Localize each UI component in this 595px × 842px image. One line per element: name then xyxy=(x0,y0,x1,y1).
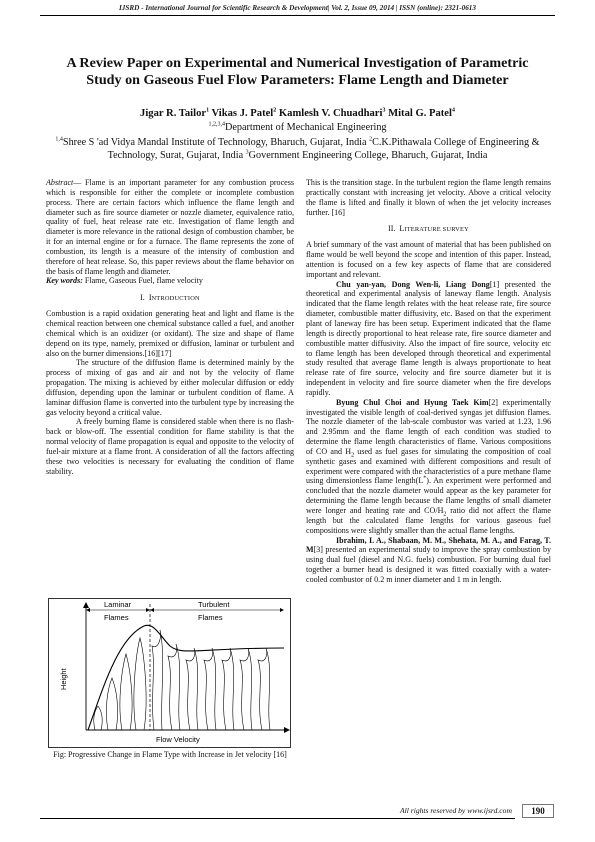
ref2-text: ). An experiment were performed and concluded that the nozzle diameter would appear as the key parameter for determining the flame length because the flame lengths of small diameter were longer and heating rate and CO/H xyxy=(306,476,551,515)
laminar-arrowhead xyxy=(146,608,150,612)
dept-sup: 1,2,3,4 xyxy=(208,121,225,128)
intro-paragraph-1: Combustion is a rapid oxidation generating heat and light and flame is the chemical reaction between one chemical substance called a fuel, and another chemical which is an oxidizer (or oxidant). The size and shape of flame depend on its type, namely, premixed or diffusion, laminar or turbulent and also on the burner dimensions.[16][17] xyxy=(46,309,294,358)
turbulent-arrowhead xyxy=(150,608,154,612)
flame-shape xyxy=(106,678,117,730)
department-text: Department of Mechanical Engineering xyxy=(224,122,387,133)
author-sup: 3 xyxy=(382,107,386,114)
author-name: Kamlesh V. Chuadhari xyxy=(278,108,383,119)
flame-shape xyxy=(120,654,132,730)
superscript: * xyxy=(423,475,427,482)
flame-diagram xyxy=(48,598,291,748)
affiliation-1: Shree S 'ad Vidya Mandal Institute of Technology, Bharuch, Gujarat, India xyxy=(62,137,367,148)
y-axis-arrow xyxy=(83,602,89,608)
keywords xyxy=(46,276,294,286)
subscript: 2 xyxy=(443,511,447,518)
intro-paragraph-2: The structure of the diffusion flame is determined mainly by the process of mixing of gas and air and not by the velocity of flame propagation. The mixing is achieved by either molecular diffusion or eddy diffusion, depending upon the laminar or turbulent condition of flame. A laminar diffusion flame is converted into the turbulent type by increasing the gas velocity beyond a critical value. xyxy=(46,358,294,417)
height-axis-label: Height xyxy=(59,668,68,690)
author-sup: 2 xyxy=(273,107,277,114)
author-sup: 4 xyxy=(451,107,455,114)
laminar-arrowhead xyxy=(86,608,90,612)
flame-shape xyxy=(240,648,252,730)
footer-rights: All rights reserved by www.ijsrd.com xyxy=(400,806,512,815)
affiliation-2: C.K.Pithawala College of Engineering & Technology, Surat, Gujarat, India xyxy=(107,137,540,161)
left-column xyxy=(46,178,294,476)
affil-sup: 3 xyxy=(245,149,249,156)
ref1-text: [1] presented the theoretical and experimental analysis of laneway flame length. Analysis indicated that the flame length relates with the heat release rate, fire source diameter, combustible matter diffusivity, etc. Based on that the experiment plant of laneway fire has been setup. Experiment indicated that the flame length is directly proportional to heat release rate, fire source diameter and combustible matter diffusivity. Also the impact of fire source, velocity etc to flame length has been developed through theoretical and experimental study resulted that average flame length is always proportionate to heat release rate of fire source, velocity and fire source diameter but it is independent in velocity and fire source diameter when the fire develops rapidly. xyxy=(306,279,551,397)
flame-shapes xyxy=(94,630,270,730)
page-number: 190 xyxy=(522,804,554,818)
ref3-authors: Ibrahim, I. A., Shabaan, M. M., Shehata, M. A., and Farag, T. M xyxy=(306,535,551,555)
flame-shape xyxy=(258,648,270,730)
flame-shape xyxy=(152,630,163,730)
section-initial: I xyxy=(148,293,152,303)
figure-caption: Fig: Progressive Change in Flame Type with Increase in Jet velocity [16] xyxy=(53,750,287,759)
turbulent-label: Turbulent xyxy=(198,600,230,609)
right-column xyxy=(306,178,551,585)
flame-shape xyxy=(134,638,146,730)
footer-rule xyxy=(40,818,515,819)
abstract xyxy=(46,178,294,276)
figure-border xyxy=(49,599,291,748)
abstract-text: — Flame is an important parameter for any combustion process which is responsible for either the complete or incomplete combustion process. There are certain factors which influence the flame length and diameter such as fire source diameter or nozzle diameter, equivalence ratio, quality of fuel, heat release rate etc. Investigation of flame length and diameter is more relevance in the rational design of combustion chamber, be it for an internal engine or for a furnace. The flame represents the zone of combustion, its length is a measure of the intensity of combustion and therefore of heat release. So, this paper reviews about the flame behavior on the basis of flame length and diameter. xyxy=(46,178,294,276)
author-sup: 1 xyxy=(206,107,210,114)
laminar-label: Laminar xyxy=(104,600,132,609)
author-name: Mital G. Patel xyxy=(388,108,452,119)
transition-paragraph: This is the transition stage. In the turbulent region the flame length remains practically constant with increasing jet velocity. Above a critical velocity the flame is lifted and finally it blown of when the jet velocity increases further. [16] xyxy=(306,178,551,217)
flame-shape xyxy=(222,648,234,730)
turbulent-arrowhead xyxy=(280,608,284,612)
keywords-label: Key words: xyxy=(46,276,83,286)
paper-title: A Review Paper on Experimental and Numerical Investigation of Parametric Study on Gaseous Fuel Flow Parameters: Flame Length and Diameter xyxy=(66,55,529,88)
section-initial: L xyxy=(399,224,405,234)
literature-intro: A brief summary of the vast amount of material that has been published on flame would be well beyond the scope and intention of this paper. Instead, attention is focused on a few key aspects of flame that are considered important and relevant. xyxy=(306,240,551,279)
section-number: I. xyxy=(140,293,145,303)
flame-shape xyxy=(204,648,216,730)
ref2-text: used as fuel gases for simulating the composition of coal synthetic gases and examined with different compositions and result of experiment were compared with the characteristics of a pure methane flame using dimensionless flame length(L xyxy=(306,446,551,486)
reference-paragraph-1 xyxy=(306,280,551,398)
affil-sup: 2 xyxy=(369,136,373,143)
affiliation-3: Government Engineering College, Bharuch, Gujarat, India xyxy=(248,150,488,161)
ref1-authors: Chu yan-yan, Dong Wen-li, Liang Dong xyxy=(336,279,490,289)
ref2-text: [2] experimentally investigated the visible length of coal-derived syngas jet diffusion flames. The nozzle diameter of the lab-scale combustor was varied at 1.23, 1.96 and 2.95mm and the flame length of each condition was studied to determine the flame length characteristics of flame. Various compositions of CO and H xyxy=(306,397,552,456)
department-line xyxy=(40,122,555,134)
turbulent-label-2: Flames xyxy=(198,613,223,622)
subscript: 2 xyxy=(351,452,355,459)
author-list xyxy=(40,107,555,120)
section-heading-literature xyxy=(306,224,551,235)
ref3-text: [3] presented an experimental study to improve the spray combustion by using dual fuel (diesel and N.G. fuels) combustion. For burning dual fuel together a burner head is designed it was fitted coaxially with a water-cooled combustor of 0.2 m inner diameter and 1 m in length. xyxy=(306,545,551,584)
author-name: Jigar R. Tailor xyxy=(140,108,207,119)
abstract-label: Abstract xyxy=(46,178,74,187)
flame-shape xyxy=(168,644,180,730)
intro-paragraph-3: A freely burning flame is considered stable when there is no flash-back or blow-off. The essential condition for flame stability is that the normal velocity of flame propagation is equal and opposite to the velocity of fuel-air mixture at a flame front. A consideration of all the factors affecting these two velocities is necessary for evaluating the condition of flame stability. xyxy=(46,417,294,476)
laminar-label-2: Flames xyxy=(104,613,129,622)
x-axis-arrow xyxy=(284,727,290,733)
keywords-text: Flame, Gaseous Fuel, flame velocity xyxy=(82,276,203,286)
section-heading-introduction xyxy=(46,293,294,304)
ref2-text: ratio did not affect the flame length but the calculated flame lengths for various gaseous fuel compositions were slightly smaller than the actual flame lengths. xyxy=(306,506,551,535)
flow-velocity-axis-label: Flow Velocity xyxy=(156,735,200,744)
affil-sup: 1,4 xyxy=(55,136,63,143)
affiliation-block xyxy=(46,136,549,162)
running-header: IJSRD - International Journal for Scientific Research & Development| Vol. 2, Issue 09, 2014 | ISSN (online): 2321-0613 xyxy=(119,4,476,12)
flame-figure xyxy=(48,598,291,748)
reference-paragraph-2 xyxy=(306,398,551,536)
section-number: II. xyxy=(388,224,396,234)
author-name: Vikas J. Patel xyxy=(211,108,274,119)
ref2-authors: Byung Chul Choi and Hyung Taek Kim xyxy=(336,397,489,407)
flame-shape xyxy=(186,648,198,730)
header-rule xyxy=(40,15,555,16)
section-rest: NTRODUCTION xyxy=(151,295,200,303)
section-rest: ITERATURE SURVEY xyxy=(404,226,469,234)
reference-paragraph-3 xyxy=(306,536,551,585)
